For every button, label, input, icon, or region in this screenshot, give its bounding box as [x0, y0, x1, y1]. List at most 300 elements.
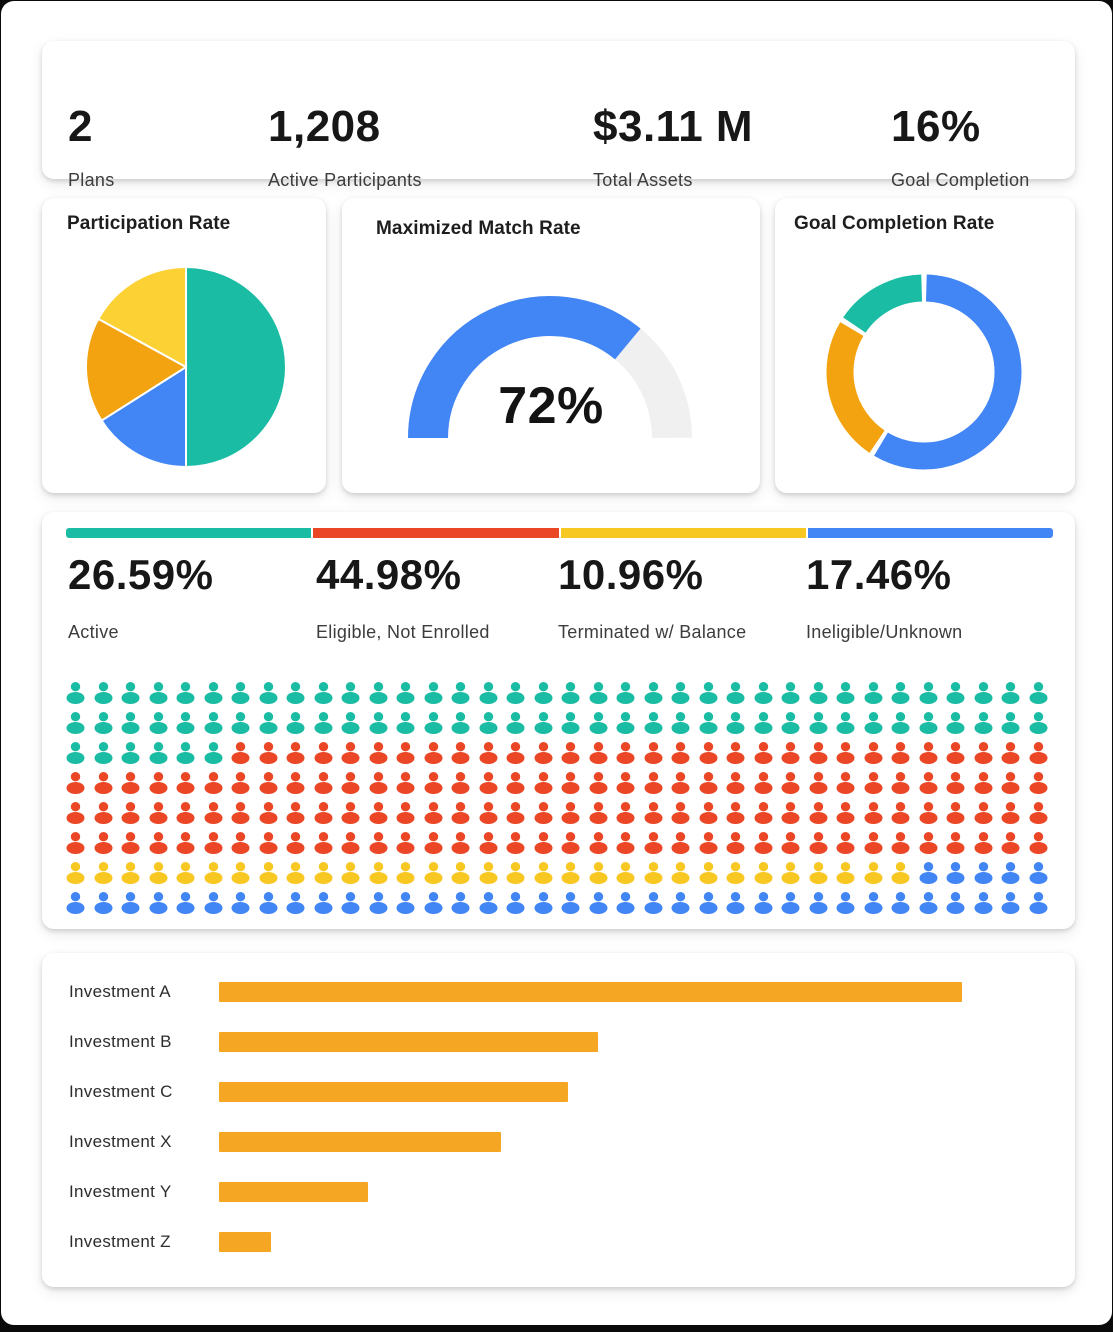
person-icon	[640, 858, 668, 888]
person-icon	[887, 888, 915, 918]
person-icon	[90, 768, 118, 798]
person-icon	[750, 798, 778, 828]
person-icon	[585, 708, 613, 738]
person-icon	[557, 828, 585, 858]
investments-bar-chart	[69, 967, 1055, 1267]
person-icon	[365, 828, 393, 858]
person-icon	[200, 798, 228, 828]
person-icon	[392, 678, 420, 708]
person-icon	[1025, 828, 1053, 858]
person-icon	[62, 888, 90, 918]
person-icon	[1025, 888, 1053, 918]
breakdown-ineligible-value: 17.46%	[806, 551, 952, 598]
person-icon	[557, 708, 585, 738]
person-icon	[337, 798, 365, 828]
person-icon	[695, 768, 723, 798]
person-icon	[447, 828, 475, 858]
person-icon	[117, 738, 145, 768]
person-icon	[172, 828, 200, 858]
person-icon	[832, 888, 860, 918]
person-icon	[227, 768, 255, 798]
maximized-match-rate-card	[342, 198, 760, 493]
person-icon	[172, 768, 200, 798]
breakdown-stat-eligible-not-enrolled	[316, 551, 490, 643]
goal-completion-rate-donut-chart[interactable]	[824, 272, 1024, 472]
person-icon	[612, 768, 640, 798]
person-icon	[365, 678, 393, 708]
person-icon	[310, 708, 338, 738]
person-icon	[997, 888, 1025, 918]
person-icon	[337, 828, 365, 858]
participation-rate-pie-chart[interactable]	[84, 265, 288, 469]
person-icon	[392, 738, 420, 768]
person-icon	[200, 888, 228, 918]
stat-goal-completion	[891, 102, 1030, 191]
person-icon	[530, 708, 558, 738]
person-icon	[640, 828, 668, 858]
person-icon	[777, 828, 805, 858]
person-icon	[915, 678, 943, 708]
stat-active-participants	[268, 102, 422, 191]
person-icon	[750, 858, 778, 888]
person-icon	[227, 738, 255, 768]
person-icon	[227, 678, 255, 708]
person-icon	[90, 798, 118, 828]
person-icon	[227, 798, 255, 828]
person-icon	[310, 888, 338, 918]
person-icon	[997, 678, 1025, 708]
person-icon	[612, 738, 640, 768]
person-icon	[585, 798, 613, 828]
person-icon	[502, 888, 530, 918]
person-icon	[337, 888, 365, 918]
participation-rate-card	[42, 198, 326, 493]
person-icon	[447, 708, 475, 738]
person-icon	[200, 708, 228, 738]
person-icon	[282, 678, 310, 708]
person-icon	[475, 888, 503, 918]
person-icon	[887, 768, 915, 798]
person-icon	[145, 858, 173, 888]
person-icon	[310, 798, 338, 828]
person-icon	[832, 768, 860, 798]
person-icon	[475, 858, 503, 888]
person-icon	[172, 738, 200, 768]
person-icon	[90, 828, 118, 858]
person-icon	[722, 888, 750, 918]
investment-bar[interactable]	[219, 1032, 598, 1052]
breakdown-active-value: 26.59%	[68, 551, 214, 598]
person-icon	[860, 828, 888, 858]
person-icon	[255, 738, 283, 768]
person-icon	[667, 798, 695, 828]
person-icon	[502, 738, 530, 768]
person-icon	[62, 828, 90, 858]
person-icon	[172, 888, 200, 918]
person-icon	[420, 708, 448, 738]
person-icon	[117, 678, 145, 708]
investment-bar[interactable]	[219, 1132, 501, 1152]
person-icon	[860, 768, 888, 798]
person-icon	[475, 798, 503, 828]
dashboard-page	[1, 1, 1112, 1325]
person-icon	[145, 738, 173, 768]
person-icon	[392, 888, 420, 918]
breakdown-eligible-value: 44.98%	[316, 551, 462, 598]
person-icon	[530, 888, 558, 918]
stat-plans	[68, 102, 115, 191]
person-icon	[392, 798, 420, 828]
person-icon	[255, 888, 283, 918]
segment-eligible-not-enrolled	[313, 528, 558, 538]
investment-label: Investment Z	[69, 1232, 171, 1251]
person-icon	[365, 858, 393, 888]
person-icon	[915, 738, 943, 768]
person-icon	[420, 828, 448, 858]
person-icon	[62, 768, 90, 798]
person-icon	[970, 888, 998, 918]
person-icon	[502, 768, 530, 798]
person-icon	[447, 858, 475, 888]
person-icon	[887, 678, 915, 708]
person-icon	[667, 828, 695, 858]
person-icon	[942, 708, 970, 738]
person-icon	[530, 798, 558, 828]
person-icon	[1025, 798, 1053, 828]
investment-label: Investment B	[69, 1032, 172, 1051]
person-icon	[585, 768, 613, 798]
person-icon	[832, 858, 860, 888]
investment-row	[69, 1217, 1055, 1267]
goal-completion-rate-card	[775, 198, 1075, 493]
person-icon	[970, 738, 998, 768]
person-icon	[860, 858, 888, 888]
gauge-value: 72%	[498, 377, 604, 435]
person-icon	[117, 888, 145, 918]
person-icon	[667, 888, 695, 918]
person-icon	[255, 768, 283, 798]
person-icon	[337, 768, 365, 798]
person-icon	[420, 768, 448, 798]
person-icon	[997, 708, 1025, 738]
person-icon	[227, 828, 255, 858]
person-icon	[612, 858, 640, 888]
person-icon	[805, 708, 833, 738]
person-icon	[832, 678, 860, 708]
person-icon	[695, 738, 723, 768]
participants-pictogram-grid	[62, 678, 1052, 918]
person-icon	[970, 678, 998, 708]
person-icon	[502, 798, 530, 828]
person-icon	[310, 738, 338, 768]
person-icon	[640, 768, 668, 798]
breakdown-terminated-value: 10.96%	[558, 551, 704, 598]
person-icon	[282, 798, 310, 828]
person-icon	[530, 678, 558, 708]
person-icon	[475, 828, 503, 858]
person-icon	[585, 738, 613, 768]
person-icon	[145, 828, 173, 858]
person-icon	[337, 678, 365, 708]
person-icon	[365, 888, 393, 918]
investment-bar[interactable]	[219, 1182, 368, 1202]
person-icon	[750, 828, 778, 858]
person-icon	[392, 828, 420, 858]
person-icon	[447, 798, 475, 828]
person-icon	[337, 738, 365, 768]
person-icon	[420, 858, 448, 888]
person-icon	[392, 708, 420, 738]
person-icon	[887, 798, 915, 828]
person-icon	[392, 858, 420, 888]
segment-ineligible-unknown	[808, 528, 1053, 538]
person-icon	[750, 768, 778, 798]
person-icon	[832, 798, 860, 828]
person-icon	[887, 828, 915, 858]
person-icon	[475, 708, 503, 738]
person-icon	[502, 858, 530, 888]
person-icon	[750, 888, 778, 918]
person-icon	[392, 768, 420, 798]
person-icon	[805, 798, 833, 828]
person-icon	[62, 708, 90, 738]
person-icon	[640, 678, 668, 708]
person-icon	[722, 708, 750, 738]
person-icon	[62, 678, 90, 708]
person-icon	[942, 678, 970, 708]
investment-label: Investment Y	[69, 1182, 172, 1201]
person-icon	[200, 858, 228, 888]
breakdown-stat-ineligible	[806, 551, 963, 643]
person-icon	[997, 858, 1025, 888]
person-icon	[722, 738, 750, 768]
person-icon	[557, 858, 585, 888]
breakdown-ineligible-label: Ineligible/Unknown	[806, 622, 963, 642]
person-icon	[200, 738, 228, 768]
investment-bar[interactable]	[219, 982, 962, 1002]
person-icon	[530, 858, 558, 888]
person-icon	[557, 768, 585, 798]
breakdown-stat-terminated	[558, 551, 747, 643]
person-icon	[695, 708, 723, 738]
person-icon	[1025, 678, 1053, 708]
person-icon	[942, 828, 970, 858]
person-icon	[310, 678, 338, 708]
person-icon	[90, 888, 118, 918]
investment-row	[69, 967, 1055, 1017]
person-icon	[227, 708, 255, 738]
person-icon	[805, 888, 833, 918]
person-icon	[90, 738, 118, 768]
person-icon	[612, 678, 640, 708]
person-icon	[915, 828, 943, 858]
person-icon	[805, 858, 833, 888]
person-icon	[255, 708, 283, 738]
person-icon	[942, 768, 970, 798]
person-icon	[777, 858, 805, 888]
stat-goal-completion-value: 16%	[891, 102, 981, 151]
investment-label: Investment C	[69, 1082, 173, 1101]
person-icon	[447, 888, 475, 918]
person-icon	[365, 708, 393, 738]
person-icon	[832, 738, 860, 768]
person-icon	[1025, 708, 1053, 738]
person-icon	[310, 828, 338, 858]
person-icon	[887, 708, 915, 738]
category-segment-bar	[66, 528, 1053, 538]
person-icon	[227, 888, 255, 918]
person-icon	[832, 708, 860, 738]
person-icon	[145, 798, 173, 828]
person-icon	[887, 858, 915, 888]
breakdown-stat-active	[68, 551, 214, 643]
person-icon	[282, 768, 310, 798]
stat-plans-value: 2	[68, 102, 93, 151]
person-icon	[475, 678, 503, 708]
stat-goal-completion-label: Goal Completion	[891, 170, 1030, 190]
person-icon	[612, 888, 640, 918]
person-icon	[777, 708, 805, 738]
person-icon	[805, 768, 833, 798]
investments-card	[42, 953, 1075, 1287]
investment-row	[69, 1017, 1055, 1067]
stat-active-participants-value: 1,208	[268, 102, 381, 151]
person-icon	[722, 768, 750, 798]
investment-row	[69, 1117, 1055, 1167]
person-icon	[997, 828, 1025, 858]
person-icon	[997, 738, 1025, 768]
person-icon	[557, 798, 585, 828]
person-icon	[640, 708, 668, 738]
person-icon	[915, 708, 943, 738]
person-icon	[695, 678, 723, 708]
person-icon	[200, 768, 228, 798]
summary-stats-card	[42, 41, 1075, 190]
stat-total-assets	[593, 102, 754, 191]
person-icon	[310, 768, 338, 798]
person-icon	[117, 708, 145, 738]
investment-bar[interactable]	[219, 1232, 271, 1252]
person-icon	[970, 858, 998, 888]
person-icon	[942, 798, 970, 828]
person-icon	[750, 738, 778, 768]
person-icon	[420, 888, 448, 918]
person-icon	[997, 798, 1025, 828]
person-icon	[62, 798, 90, 828]
person-icon	[887, 738, 915, 768]
person-icon	[942, 858, 970, 888]
person-icon	[117, 798, 145, 828]
investment-label: Investment A	[69, 982, 171, 1001]
person-icon	[722, 798, 750, 828]
person-icon	[172, 858, 200, 888]
person-icon	[750, 708, 778, 738]
person-icon	[90, 708, 118, 738]
person-icon	[90, 858, 118, 888]
goal-completion-rate-title: Goal Completion Rate	[794, 213, 995, 234]
person-icon	[1025, 738, 1053, 768]
person-icon	[447, 678, 475, 708]
participant-breakdown-card	[42, 512, 1075, 929]
participation-rate-title: Participation Rate	[67, 213, 231, 234]
person-icon	[420, 738, 448, 768]
person-icon	[777, 888, 805, 918]
person-icon	[557, 888, 585, 918]
person-icon	[667, 738, 695, 768]
person-icon	[282, 858, 310, 888]
person-icon	[667, 708, 695, 738]
breakdown-active-label: Active	[68, 622, 119, 642]
person-icon	[942, 738, 970, 768]
stat-active-participants-label: Active Participants	[268, 170, 422, 190]
person-icon	[200, 828, 228, 858]
person-icon	[612, 828, 640, 858]
person-icon	[475, 768, 503, 798]
person-icon	[172, 798, 200, 828]
person-icon	[777, 768, 805, 798]
person-icon	[860, 708, 888, 738]
person-icon	[915, 888, 943, 918]
person-icon	[640, 798, 668, 828]
person-icon	[530, 768, 558, 798]
stat-total-assets-label: Total Assets	[593, 170, 693, 190]
person-icon	[970, 768, 998, 798]
person-icon	[447, 738, 475, 768]
stat-total-assets-value: $3.11 M	[593, 102, 754, 151]
person-icon	[860, 798, 888, 828]
person-icon	[667, 768, 695, 798]
person-icon	[557, 738, 585, 768]
person-icon	[695, 858, 723, 888]
person-icon	[695, 888, 723, 918]
person-icon	[750, 678, 778, 708]
person-icon	[915, 798, 943, 828]
person-icon	[282, 708, 310, 738]
person-icon	[805, 678, 833, 708]
person-icon	[337, 708, 365, 738]
investment-label: Investment X	[69, 1132, 172, 1151]
person-icon	[365, 798, 393, 828]
person-icon	[667, 678, 695, 708]
person-icon	[557, 678, 585, 708]
person-icon	[365, 738, 393, 768]
person-icon	[117, 828, 145, 858]
person-icon	[145, 888, 173, 918]
person-icon	[667, 858, 695, 888]
investment-bar[interactable]	[219, 1082, 568, 1102]
person-icon	[915, 768, 943, 798]
person-icon	[502, 828, 530, 858]
person-icon	[777, 798, 805, 828]
person-icon	[722, 858, 750, 888]
person-icon	[282, 888, 310, 918]
person-icon	[337, 858, 365, 888]
person-icon	[282, 738, 310, 768]
breakdown-eligible-label: Eligible, Not Enrolled	[316, 622, 490, 642]
person-icon	[860, 738, 888, 768]
person-icon	[145, 678, 173, 708]
person-icon	[612, 708, 640, 738]
person-icon	[970, 798, 998, 828]
person-icon	[502, 678, 530, 708]
segment-active	[66, 528, 311, 538]
person-icon	[585, 888, 613, 918]
person-icon	[915, 858, 943, 888]
person-icon	[777, 738, 805, 768]
person-icon	[420, 678, 448, 708]
person-icon	[805, 828, 833, 858]
maximized-match-rate-title: Maximized Match Rate	[376, 218, 581, 239]
